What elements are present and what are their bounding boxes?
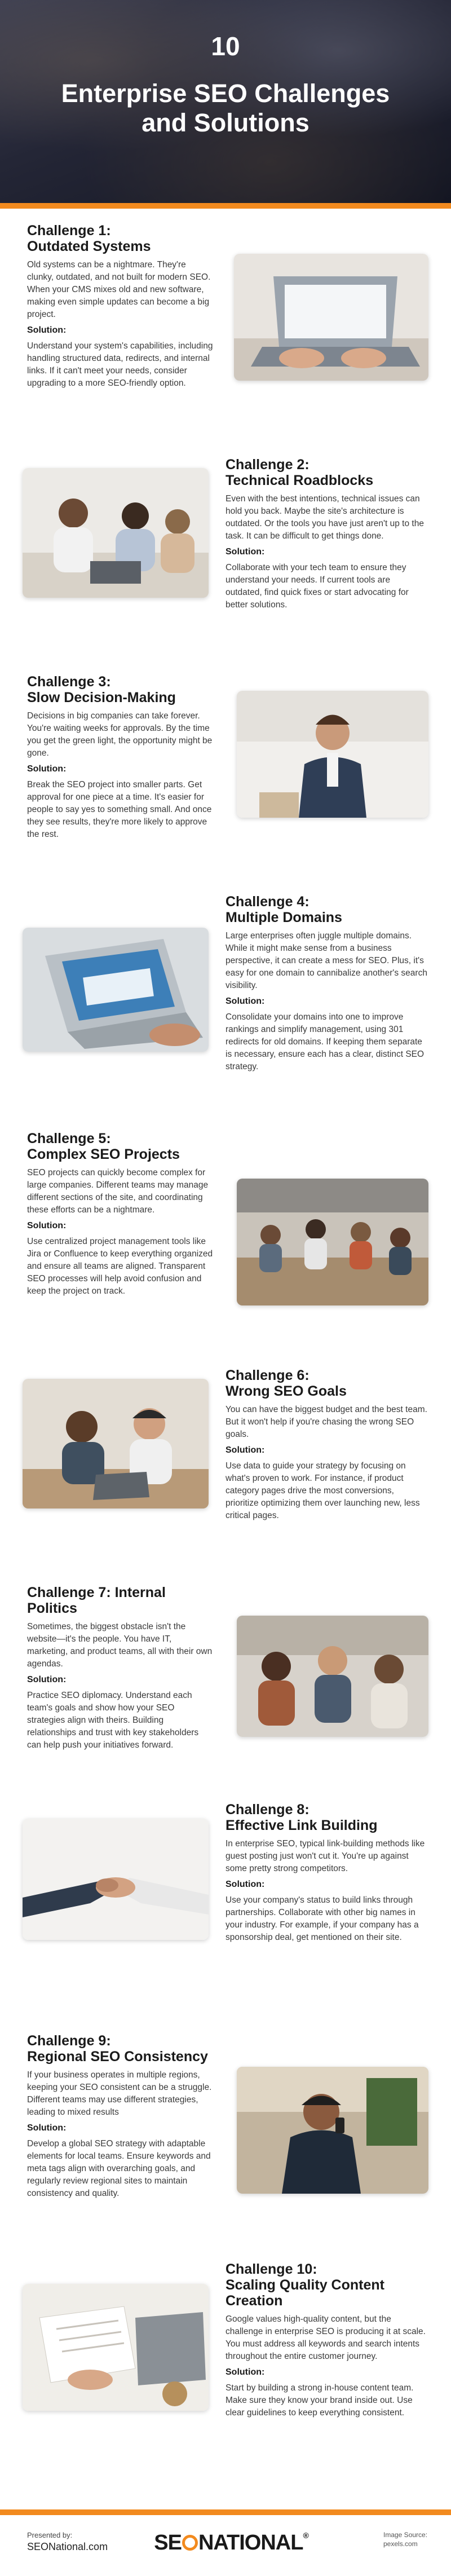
- team-meeting-photo: [23, 468, 209, 598]
- solution-label: Solution:: [226, 547, 265, 557]
- colleagues-laptop-photo: [23, 1379, 209, 1508]
- solution-text: Use centralized project management tools like Jira or Confluence to keep everything organized and ensure all teams are aligned. Transparent SEO processes will help avoid confusion and keep the project on track.: [27, 1237, 213, 1296]
- presented-by-label: Presented by:: [27, 2531, 73, 2539]
- logo-text-part1: SE: [154, 2531, 182, 2555]
- image-source-link[interactable]: pexels.com: [383, 2540, 418, 2548]
- challenge-description: Google values high-quality content, but the challenge in enterprise SEO is producing it at scale. You must address all keywords and search intents throughout the entire customer journey.: [226, 2314, 426, 2361]
- man-phone-photo: [237, 2067, 428, 2194]
- challenge-label: Challenge 6:: [226, 1368, 309, 1383]
- solution-text: Break the SEO project into smaller parts. Get approval for one piece at a time. It's easier for people to say yes to something small. And once they see results, they're more likely to approve the rest.: [27, 780, 212, 839]
- solution-text: Use data to guide your strategy by focusing on what's proven to work. For instance, if product category pages drive the most conversions, prioritize optimizing them over launching new, less critical pages.: [226, 1461, 420, 1520]
- footer-accent-divider: [0, 2509, 451, 2515]
- challenge-description: Old systems can be a nightmare. They're clunky, outdated, and not built for modern SEO. When your CMS mixes old and new software, making even simple updates can become a big project.: [27, 260, 211, 319]
- businessman-photo: [237, 691, 428, 818]
- challenge-description: Decisions in big companies can take forever. You're waiting weeks for approvals. By the time you get the green light, the opportunity might be gone.: [27, 711, 213, 758]
- footer: [0, 2515, 451, 2576]
- challenge-label: Challenge 1:: [27, 223, 111, 239]
- image-source-label: Image Source:: [383, 2531, 428, 2539]
- challenge-title: Wrong SEO Goals: [226, 1383, 347, 1399]
- handshake-photo: [23, 1819, 209, 1940]
- challenge-label: Challenge 4:: [226, 894, 309, 910]
- challenge-label: [27, 1585, 213, 1616]
- solution-text: Practice SEO diplomacy. Understand each team's goals and show how your SEO strategies align with theirs. Building relationships and trust with key stakeholders can help push your initiatives forward.: [27, 1691, 199, 1750]
- challenge-label: Challenge 9:: [27, 2033, 111, 2049]
- discussion-group-photo: [237, 1616, 428, 1737]
- logo-registered-mark: ®: [303, 2531, 308, 2540]
- challenge-title: Effective Link Building: [226, 1818, 378, 1833]
- solution-label: Solution:: [226, 2367, 265, 2377]
- logo-o-ring-icon: [182, 2535, 198, 2551]
- challenge-title: Technical Roadblocks: [226, 473, 374, 488]
- challenge-title: Multiple Domains: [226, 910, 342, 925]
- challenge-label-number: Challenge 7:: [27, 1585, 111, 1600]
- solution-label: Solution:: [226, 1445, 265, 1455]
- accent-divider: [0, 203, 451, 209]
- solution-text: Collaborate with your tech team to ensure they understand your needs. If current tools are outdated, find quick fixes or start advocating for better solutions.: [226, 563, 409, 610]
- solution-text: Use your company's status to build links through partnerships. Collaborate with other big names in your industry. For example, if your company has a sponsorship deal, get mentioned on their site.: [226, 1895, 419, 1942]
- solution-label: Solution:: [27, 764, 67, 774]
- notebook-laptop-photo: [23, 2284, 209, 2411]
- solution-text: Start by building a strong in-house content team. Make sure they know your brand inside out. Use clear guidelines to keep everything consistent.: [226, 2383, 414, 2418]
- challenge-label: Challenge 10:: [226, 2261, 317, 2277]
- header-number: 10: [211, 32, 240, 61]
- challenge-title: Slow Decision-Making: [27, 690, 176, 705]
- solution-label: Solution:: [27, 1221, 67, 1230]
- challenge-description: Large enterprises often juggle multiple domains. While it might make sense from a business perspective, it can create a mess for SEO. Plus, it's easy for one domain to cannibalize another's search visibility.: [226, 931, 427, 990]
- solution-label: Solution:: [27, 325, 67, 335]
- challenge-description: You can have the biggest budget and the best team. But it won't help if you're chasing the wrong SEO goals.: [226, 1405, 427, 1439]
- challenge-description: Even with the best intentions, technical issues can hold you back. Maybe the site's architecture is outdated. Or the tools you have just aren't up to the task. It can be difficult to get things done.: [226, 494, 424, 541]
- challenge-title: Internal Politics: [27, 1585, 166, 1616]
- challenge-label: Challenge 3:: [27, 674, 111, 690]
- hero-header: [0, 0, 451, 203]
- page-title-line-2: and Solutions: [142, 108, 309, 137]
- laptop-hands-photo: [23, 928, 209, 1052]
- challenge-title: Scaling Quality Content Creation: [226, 2277, 384, 2309]
- solution-label: Solution:: [226, 1880, 265, 1889]
- challenge-description: SEO projects can quickly become complex for large companies. Different teams may manage different sections of the site, and coordinating these efforts can be a nightmare.: [27, 1168, 209, 1215]
- challenge-label: Challenge 2:: [226, 457, 309, 473]
- page-title-line-1: Enterprise SEO Challenges: [61, 79, 390, 108]
- laptop-typing-photo: [234, 254, 428, 381]
- presenter-link[interactable]: SEONational.com: [27, 2541, 108, 2552]
- challenge-label: Challenge 8:: [226, 1802, 309, 1818]
- solution-text: Develop a global SEO strategy with adaptable elements for local teams. Ensure keywords and meta tags align with overarching goals, and regularly review regional sites to maintain consistency and quality.: [27, 2139, 211, 2198]
- logo-text-part2: NATIONAL: [198, 2531, 303, 2555]
- challenge-description: In enterprise SEO, typical link-building methods like guest posting just won't cut it. You're up against some pretty strong competitors.: [226, 1839, 425, 1873]
- office-team-photo: [237, 1179, 428, 1305]
- challenge-title: Outdated Systems: [27, 239, 151, 254]
- solution-label: Solution:: [27, 2123, 67, 2133]
- seo-national-logo: [147, 2531, 316, 2555]
- challenge-description: If your business operates in multiple regions, keeping your SEO consistent can be a struggle. Different teams may use different strategies, leading to mixed results: [27, 2070, 212, 2117]
- solution-label: Solution:: [226, 996, 265, 1006]
- solution-label: Solution:: [27, 1675, 67, 1684]
- solution-text: Understand your system's capabilities, including handling structured data, redirects, and internal links. If it can't meet your needs, consider upgrading to a more SEO-friendly option.: [27, 341, 213, 388]
- solution-text: Consolidate your domains into one to improve rankings and simplify management, using 301 redirects for old domains. If keeping them separate is necessary, ensure each has a clear, distinct SEO strategy.: [226, 1012, 425, 1071]
- challenge-description: Sometimes, the biggest obstacle isn't the website—it's the people. You have IT, marketing, and product teams, all with their own agendas.: [27, 1622, 213, 1669]
- challenge-title: Regional SEO Consistency: [27, 2049, 208, 2065]
- page-title: [0, 79, 451, 138]
- challenge-label: Challenge 5:: [27, 1131, 111, 1146]
- challenge-title: Complex SEO Projects: [27, 1146, 180, 1162]
